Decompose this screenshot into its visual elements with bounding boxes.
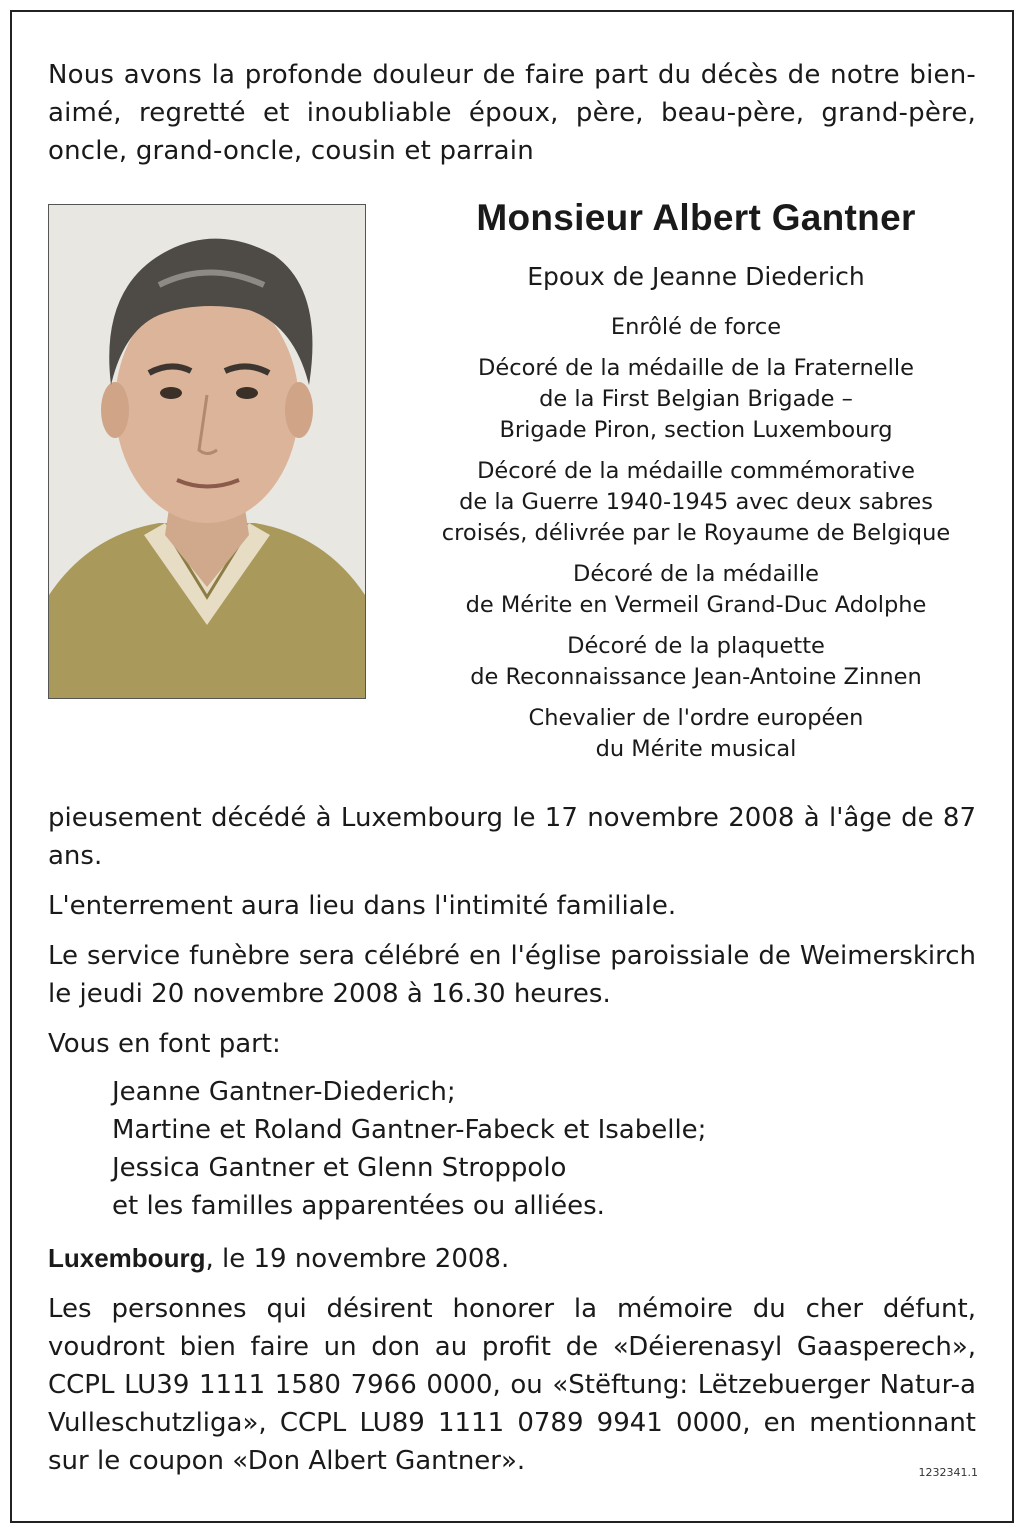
mourner-line: Jessica Gantner et Glenn Stroppolo [112, 1153, 567, 1183]
honor-item [416, 703, 976, 765]
mourner-line: et les familles apparentées ou alliées. [112, 1191, 605, 1221]
date-text: , le 19 novembre 2008. [205, 1244, 510, 1274]
honor-item [416, 312, 976, 343]
honor-line: Chevalier de l'ordre européen [528, 705, 864, 731]
place-date-line [48, 1239, 976, 1278]
honor-line: Décoré de la médaille de la Fraternelle [478, 355, 914, 381]
honor-item [416, 559, 976, 621]
spouse-line: Epoux de Jeanne Diederich [527, 262, 865, 291]
obituary-notice [48, 56, 976, 1480]
death-paragraph: pieusement décédé à Luxembourg le 17 novembre 2008 à l'âge de 87 ans. [48, 803, 976, 871]
honor-line: Décoré de la médaille [573, 561, 819, 587]
honor-line: Décoré de la plaquette [567, 633, 825, 659]
deceased-details [416, 194, 976, 765]
place-name: Luxembourg [48, 1243, 206, 1273]
deceased-name: Monsieur Albert Gantner [476, 197, 916, 238]
intro-paragraph: Nous avons la profonde douleur de faire part du décès de notre bien-aimé, regretté et inoubliable époux, père, beau-père, grand-père, oncle, grand-oncle, cousin et parrain [48, 60, 976, 166]
honor-item [416, 456, 976, 549]
mourner-line: Martine et Roland Gantner-Fabeck et Isabelle; [112, 1115, 707, 1145]
donation-paragraph: Les personnes qui désirent honorer la mémoire du cher défunt, voudront bien faire un don au profit de «Déierenasyl Gaasperech», CCPL LU39 1111 1580 7966 0000, ou «Stëftung: Lëtzebuerger Natur-a Vulleschutzliga», CCPL LU89 1111 0789 9941 0000, en mentionnant sur le coupon «Don Albert Gantner». [48, 1294, 976, 1476]
honor-line: de la First Belgian Brigade – [539, 386, 853, 412]
honor-item [416, 353, 976, 446]
portrait-section [48, 194, 976, 799]
honor-line: du Mérite musical [595, 736, 797, 762]
honor-line: Décoré de la médaille commémorative [477, 458, 915, 484]
burial-paragraph: L'enterrement aura lieu dans l'intimité familiale. [48, 891, 677, 921]
honor-line: de la Guerre 1940-1945 avec deux sabres [459, 489, 933, 515]
honor-line: Brigade Piron, section Luxembourg [499, 417, 893, 443]
mourners-list [48, 1073, 976, 1225]
portrait-photo [48, 204, 366, 699]
honor-line: de Reconnaissance Jean-Antoine Zinnen [470, 664, 922, 690]
announce-line: Vous en font part: [48, 1029, 281, 1059]
honor-item [416, 631, 976, 693]
honor-line: croisés, délivrée par le Royaume de Belgique [441, 520, 951, 546]
honor-line: Enrôlé de force [610, 314, 782, 340]
service-paragraph: Le service funèbre sera célébré en l'église paroissiale de Weimerskirch le jeudi 20 novembre 2008 à 16.30 heures. [48, 941, 976, 1009]
mourner-line: Jeanne Gantner-Diederich; [112, 1077, 456, 1107]
reference-number: 1232341.1 [918, 1466, 978, 1479]
honor-line: de Mérite en Vermeil Grand-Duc Adolphe [465, 592, 927, 618]
